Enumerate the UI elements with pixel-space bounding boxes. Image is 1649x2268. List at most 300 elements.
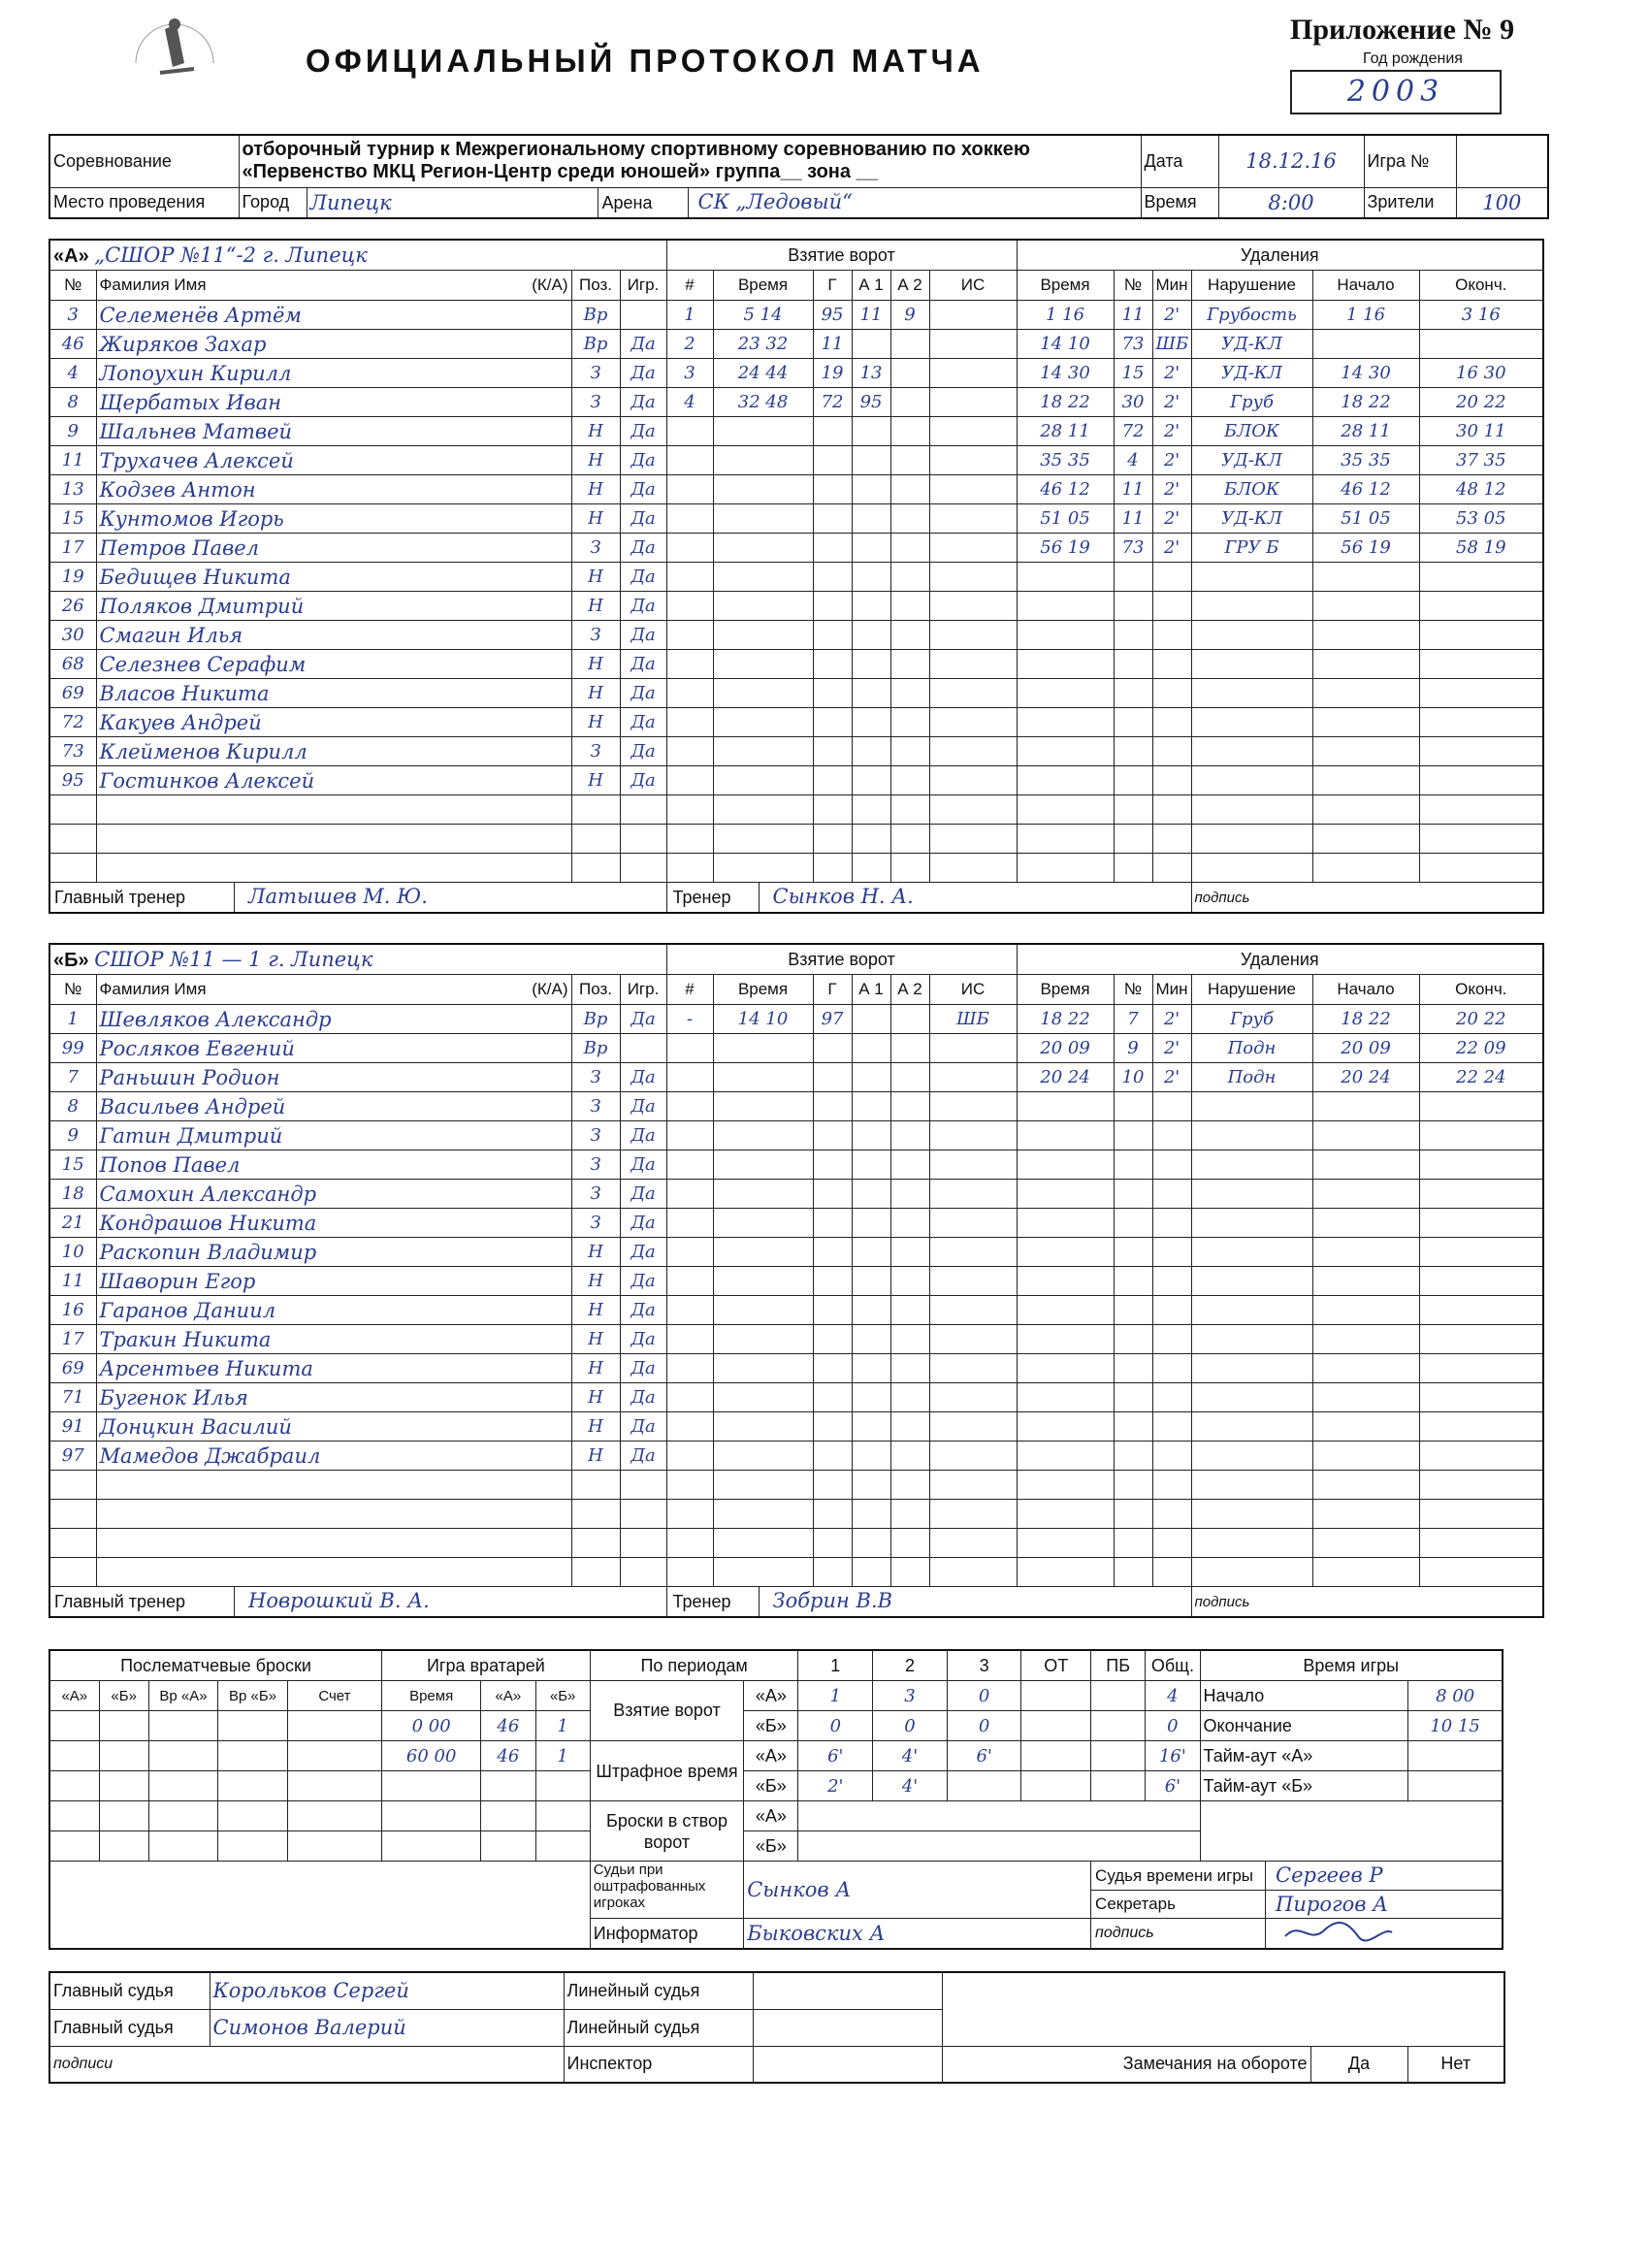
team-b-row xyxy=(49,1383,1543,1412)
player-played: Да xyxy=(620,1238,666,1267)
goal-assist1 xyxy=(852,679,890,708)
player-no xyxy=(49,795,96,825)
goal-is xyxy=(929,1500,1017,1529)
penalty-end: 22 09 xyxy=(1419,1034,1543,1063)
timeout-a-label: Тайм-аут «А» xyxy=(1200,1741,1408,1771)
birth-year-value: 2003 xyxy=(1346,75,1445,109)
team-a-row xyxy=(49,592,1543,621)
goal-is xyxy=(929,1121,1017,1150)
pim-b-ot xyxy=(1021,1771,1091,1801)
remarks-label: Замечания на обороте xyxy=(942,2046,1310,2083)
penalty-player: 73 xyxy=(1114,534,1152,563)
penalty-time xyxy=(1017,1354,1114,1383)
goal-scorer xyxy=(813,1121,852,1150)
penalty-end xyxy=(1419,1121,1543,1150)
player-no: 8 xyxy=(49,1092,96,1121)
player-pos: З xyxy=(571,1063,620,1092)
goal-num xyxy=(666,1238,713,1267)
col-assist1: А 1 xyxy=(852,271,890,301)
penalty-end xyxy=(1419,1383,1543,1412)
goal-time xyxy=(713,1296,813,1325)
player-played xyxy=(620,795,666,825)
player-played xyxy=(620,1558,666,1587)
penalty-end: 30 11 xyxy=(1419,417,1543,446)
goal-assist1 xyxy=(852,1180,890,1209)
penalty-violation xyxy=(1191,1442,1312,1471)
goal-num xyxy=(666,1325,713,1354)
goal-assist2 xyxy=(890,504,929,534)
player-no xyxy=(49,1529,96,1558)
penalty-violation xyxy=(1191,1383,1312,1412)
player-pos: Н xyxy=(571,766,620,795)
penalty-start xyxy=(1312,766,1419,795)
goal-scorer: 19 xyxy=(813,359,852,388)
player-name: Жиряков Захар xyxy=(96,330,571,359)
goal-scorer xyxy=(813,1180,852,1209)
penalty-player xyxy=(1114,679,1152,708)
goal-assist1 xyxy=(852,1150,890,1180)
shots-a-label: «А» xyxy=(744,1801,798,1831)
periods-title: По периодам xyxy=(590,1650,798,1681)
date-label: Дата xyxy=(1141,135,1218,187)
penalty-end xyxy=(1419,1238,1543,1267)
player-name: Бедищев Никита xyxy=(96,563,571,592)
player-name: Трухачев Алексей xyxy=(96,446,571,475)
penalty-end: 22 24 xyxy=(1419,1063,1543,1092)
goals-b-p3: 0 xyxy=(947,1711,1021,1741)
penalty-min xyxy=(1152,854,1191,883)
penalty-time xyxy=(1017,1238,1114,1267)
col-name: Фамилия Имя (К/А) xyxy=(96,271,571,301)
player-played: Да xyxy=(620,1354,666,1383)
venue-label: Место проведения xyxy=(49,187,239,218)
arena-label: Арена xyxy=(598,188,689,217)
time-value: 8:00 xyxy=(1218,187,1364,218)
shootout-col-score: Счет xyxy=(287,1681,381,1711)
player-played: Да xyxy=(620,1005,666,1034)
penalty-min xyxy=(1152,1500,1191,1529)
goal-is xyxy=(929,1325,1017,1354)
pim-b-pb xyxy=(1091,1771,1146,1801)
penalty-violation xyxy=(1191,708,1312,737)
goal-scorer xyxy=(813,1296,852,1325)
goal-time xyxy=(713,825,813,854)
competition-text: отборочный турнир к Межрегиональному спортивному соревнованию по хоккею «Первенство МКЦ Регион-Центр среди юношей» группа__ зона __ xyxy=(239,135,1141,187)
penalty-player xyxy=(1114,1354,1152,1383)
goal-time xyxy=(713,1529,813,1558)
penalty-violation xyxy=(1191,1558,1312,1587)
penalty-min xyxy=(1152,1296,1191,1325)
penalty-start: 18 22 xyxy=(1312,1005,1419,1034)
goal-num: 4 xyxy=(666,388,713,417)
player-no xyxy=(49,854,96,883)
player-no: 18 xyxy=(49,1180,96,1209)
goal-assist1 xyxy=(852,475,890,504)
penalty-start xyxy=(1312,621,1419,650)
goal-is xyxy=(929,1150,1017,1180)
col-goal-is: ИС xyxy=(929,975,1017,1005)
penalty-violation: БЛОК xyxy=(1191,417,1312,446)
penalty-player xyxy=(1114,854,1152,883)
penalty-violation xyxy=(1191,854,1312,883)
player-name: Тракин Никита xyxy=(96,1325,571,1354)
player-name: Смагин Илья xyxy=(96,621,571,650)
goal-scorer xyxy=(813,1325,852,1354)
penalty-min: 2' xyxy=(1152,504,1191,534)
player-pos: Н xyxy=(571,1267,620,1296)
goal-assist1 xyxy=(852,825,890,854)
goal-is xyxy=(929,301,1017,330)
goal-time xyxy=(713,446,813,475)
player-pos xyxy=(571,1471,620,1500)
player-no: 10 xyxy=(49,1238,96,1267)
penalty-player xyxy=(1114,795,1152,825)
penalty-player xyxy=(1114,1325,1152,1354)
penalty-min xyxy=(1152,650,1191,679)
team-b-row xyxy=(49,1063,1543,1092)
penalty-end xyxy=(1419,679,1543,708)
goalies-col-time: Время xyxy=(382,1681,481,1711)
penalty-time xyxy=(1017,1092,1114,1121)
penalty-player: 11 xyxy=(1114,475,1152,504)
player-pos: Н xyxy=(571,1296,620,1325)
player-no: 95 xyxy=(49,766,96,795)
penalty-end xyxy=(1419,1354,1543,1383)
date-value: 18.12.16 xyxy=(1218,135,1364,187)
goal-num xyxy=(666,1471,713,1500)
goal-num: - xyxy=(666,1005,713,1034)
goal-assist1 xyxy=(852,795,890,825)
spectators-value: 100 xyxy=(1456,187,1548,218)
player-pos: З xyxy=(571,621,620,650)
goal-assist2 xyxy=(890,330,929,359)
player-played: Да xyxy=(620,417,666,446)
goal-assist2 xyxy=(890,1092,929,1121)
goal-is xyxy=(929,854,1017,883)
team-a-head-coach: Латышев М. Ю. xyxy=(248,885,428,908)
goal-assist1 xyxy=(852,1325,890,1354)
goal-scorer xyxy=(813,1500,852,1529)
penalty-violation xyxy=(1191,1238,1312,1267)
penalty-violation xyxy=(1191,766,1312,795)
goal-assist2 xyxy=(890,1558,929,1587)
penalty-time xyxy=(1017,1325,1114,1354)
game-no-label: Игра № xyxy=(1364,135,1456,187)
goal-num xyxy=(666,1267,713,1296)
penalty-player xyxy=(1114,1412,1152,1442)
player-played: Да xyxy=(620,592,666,621)
goalie-b: 1 xyxy=(535,1711,590,1741)
penalty-start xyxy=(1312,1500,1419,1529)
appendix-label: Приложение № 9 xyxy=(1290,14,1515,46)
pim-a-ot xyxy=(1021,1741,1091,1771)
start-label: Начало xyxy=(1200,1681,1408,1711)
col-assist2: А 2 xyxy=(890,271,929,301)
goal-time xyxy=(713,1471,813,1500)
player-no: 21 xyxy=(49,1209,96,1238)
team-a-row xyxy=(49,650,1543,679)
player-pos: Н xyxy=(571,1325,620,1354)
goal-assist1 xyxy=(852,1558,890,1587)
goal-assist2 xyxy=(890,1500,929,1529)
team-b-label: «Б» xyxy=(53,949,89,971)
goal-time xyxy=(713,1354,813,1383)
penalty-start: 35 35 xyxy=(1312,446,1419,475)
team-b-signature-label: подпись xyxy=(1191,1587,1543,1618)
goal-is xyxy=(929,1267,1017,1296)
penalty-start xyxy=(1312,1383,1419,1412)
referee2-label: Главный судья xyxy=(49,2009,210,2046)
col-goal-time: Время xyxy=(713,975,813,1005)
goal-scorer xyxy=(813,1267,852,1296)
penalty-time: 28 11 xyxy=(1017,417,1114,446)
penalty-time xyxy=(1017,1267,1114,1296)
col-pen-no: № xyxy=(1114,271,1152,301)
goals-a-ot xyxy=(1021,1681,1091,1711)
player-pos xyxy=(571,825,620,854)
penalty-player xyxy=(1114,708,1152,737)
goal-assist1 xyxy=(852,1442,890,1471)
player-played: Да xyxy=(620,1383,666,1412)
penalty-min xyxy=(1152,737,1191,766)
penalty-min xyxy=(1152,1238,1191,1267)
penalty-min: 2' xyxy=(1152,475,1191,504)
goal-scorer xyxy=(813,1354,852,1383)
player-no: 11 xyxy=(49,1267,96,1296)
goal-assist1 xyxy=(852,534,890,563)
penalty-end xyxy=(1419,592,1543,621)
team-b-row xyxy=(49,1412,1543,1442)
goal-scorer xyxy=(813,679,852,708)
goals-b-p2: 0 xyxy=(873,1711,948,1741)
team-b-row xyxy=(49,1238,1543,1267)
player-name xyxy=(96,1529,571,1558)
goal-is xyxy=(929,592,1017,621)
goal-scorer xyxy=(813,1442,852,1471)
penalty-end: 20 22 xyxy=(1419,388,1543,417)
goal-assist2 xyxy=(890,621,929,650)
summary-table xyxy=(48,1649,1504,1950)
page-title: ОФИЦИАЛЬНЫЙ ПРОТОКОЛ МАТЧА xyxy=(306,43,985,79)
penalty-player xyxy=(1114,1471,1152,1500)
goal-num xyxy=(666,1209,713,1238)
goal-assist2 xyxy=(890,708,929,737)
pim-b-label: «Б» xyxy=(744,1771,798,1801)
team-b-row xyxy=(49,1558,1543,1587)
team-b-row xyxy=(49,1267,1543,1296)
pim-b-p1: 2' xyxy=(798,1771,873,1801)
goal-time xyxy=(713,504,813,534)
goal-assist2 xyxy=(890,1238,929,1267)
penalty-player xyxy=(1114,650,1152,679)
goal-assist2 xyxy=(890,1354,929,1383)
goal-scorer xyxy=(813,1383,852,1412)
team-b-head-coach-label: Главный тренер xyxy=(50,1587,235,1616)
penalty-violation: Грубость xyxy=(1191,301,1312,330)
goal-assist2 xyxy=(890,1034,929,1063)
goal-assist1 xyxy=(852,1063,890,1092)
col-pen-violation: Нарушение xyxy=(1191,271,1312,301)
penalty-min: 2' xyxy=(1152,359,1191,388)
team-b-row xyxy=(49,1005,1543,1034)
goal-assist1 xyxy=(852,1121,890,1150)
goal-scorer xyxy=(813,854,852,883)
penalty-time: 46 12 xyxy=(1017,475,1114,504)
player-pos: Н xyxy=(571,679,620,708)
penalty-violation: ГРУ Б xyxy=(1191,534,1312,563)
col-goal-scorer: Г xyxy=(813,271,852,301)
goal-assist1 xyxy=(852,1412,890,1442)
player-name xyxy=(96,1471,571,1500)
goal-time: 23 32 xyxy=(713,330,813,359)
linesman1-label: Линейный судья xyxy=(564,1972,753,2009)
period-pb-header: ПБ xyxy=(1091,1650,1146,1681)
penalty-start xyxy=(1312,563,1419,592)
col-name: Фамилия Имя (К/А) xyxy=(96,975,571,1005)
penalty-min: 2' xyxy=(1152,1063,1191,1092)
goals-a-p3: 0 xyxy=(947,1681,1021,1711)
timekeeper-label: Судья времени игры xyxy=(1091,1862,1266,1890)
goal-num xyxy=(666,1150,713,1180)
player-name xyxy=(96,854,571,883)
penalty-violation xyxy=(1191,1092,1312,1121)
team-b-penalties-title: Удаления xyxy=(1017,944,1543,975)
penalty-time xyxy=(1017,679,1114,708)
goal-num xyxy=(666,621,713,650)
team-b-coach-label: Тренер xyxy=(667,1587,760,1616)
goal-assist1 xyxy=(852,1500,890,1529)
player-pos: Н xyxy=(571,708,620,737)
player-name: Кондрашов Никита xyxy=(96,1209,571,1238)
penalty-min: 2' xyxy=(1152,301,1191,330)
penalty-time xyxy=(1017,592,1114,621)
player-no: 7 xyxy=(49,1063,96,1092)
team-b-row xyxy=(49,1442,1543,1471)
player-name: Щербатых Иван xyxy=(96,388,571,417)
player-name: Гаранов Даниил xyxy=(96,1296,571,1325)
goal-scorer xyxy=(813,446,852,475)
city-label: Город xyxy=(239,187,307,218)
goalie-change-time: 0 00 xyxy=(382,1711,481,1741)
referee2-value: Симонов Валерий xyxy=(210,2009,564,2046)
penalty-player: 7 xyxy=(1114,1005,1152,1034)
player-pos: З xyxy=(571,1092,620,1121)
player-no xyxy=(49,1558,96,1587)
penalty-time: 14 30 xyxy=(1017,359,1114,388)
team-b-goals-title: Взятие ворот xyxy=(666,944,1017,975)
goal-assist1 xyxy=(852,1296,890,1325)
player-name: Какуев Андрей xyxy=(96,708,571,737)
time-label: Время xyxy=(1141,187,1218,218)
remarks-no[interactable]: Нет xyxy=(1407,2046,1504,2083)
player-played: Да xyxy=(620,1180,666,1209)
penalty-min xyxy=(1152,1121,1191,1150)
goal-time xyxy=(713,1558,813,1587)
timekeeper-value: Сергеев Р xyxy=(1276,1863,1383,1887)
team-a-row xyxy=(49,534,1543,563)
goal-assist1 xyxy=(852,737,890,766)
player-played xyxy=(620,825,666,854)
penalty-end xyxy=(1419,1558,1543,1587)
goal-assist1 xyxy=(852,650,890,679)
goal-assist2 xyxy=(890,1267,929,1296)
goal-is xyxy=(929,679,1017,708)
col-pen-end: Оконч. xyxy=(1419,975,1543,1005)
penalty-violation xyxy=(1191,1529,1312,1558)
spectators-label: Зрители xyxy=(1364,187,1456,218)
goal-assist2 xyxy=(890,417,929,446)
goals-a-pb xyxy=(1091,1681,1146,1711)
player-name: Гатин Дмитрий xyxy=(96,1121,571,1150)
goal-num xyxy=(666,650,713,679)
goal-assist1 xyxy=(852,1471,890,1500)
goal-is xyxy=(929,330,1017,359)
penalty-start: 20 09 xyxy=(1312,1034,1419,1063)
pim-a-p1: 6' xyxy=(798,1741,873,1771)
penalty-min xyxy=(1152,1267,1191,1296)
goal-num xyxy=(666,534,713,563)
remarks-yes[interactable]: Да xyxy=(1310,2046,1407,2083)
penalty-start xyxy=(1312,1296,1419,1325)
goal-is xyxy=(929,1034,1017,1063)
goal-is xyxy=(929,795,1017,825)
goal-scorer xyxy=(813,475,852,504)
goal-scorer xyxy=(813,504,852,534)
player-played: Да xyxy=(620,1150,666,1180)
secretary-value: Пирогов А xyxy=(1276,1893,1389,1916)
goal-num xyxy=(666,1034,713,1063)
player-name: Поляков Дмитрий xyxy=(96,592,571,621)
goal-scorer xyxy=(813,795,852,825)
player-played xyxy=(620,854,666,883)
goalies-col-b: «Б» xyxy=(535,1681,590,1711)
goal-assist2 xyxy=(890,679,929,708)
player-pos: З xyxy=(571,1209,620,1238)
penalty-end xyxy=(1419,330,1543,359)
goal-time: 5 14 xyxy=(713,301,813,330)
goal-assist2 xyxy=(890,795,929,825)
goal-scorer: 95 xyxy=(813,301,852,330)
penalty-end xyxy=(1419,1325,1543,1354)
player-played: Да xyxy=(620,1209,666,1238)
penalty-player: 72 xyxy=(1114,417,1152,446)
player-played xyxy=(620,1034,666,1063)
inspector-label: Инспектор xyxy=(564,2046,753,2083)
goal-num xyxy=(666,679,713,708)
goal-assist1 xyxy=(852,1005,890,1034)
player-no: 71 xyxy=(49,1383,96,1412)
team-a-row xyxy=(49,766,1543,795)
penalty-min: 2' xyxy=(1152,534,1191,563)
goal-time xyxy=(713,592,813,621)
player-name: Селезнев Серафим xyxy=(96,650,571,679)
penalty-end: 16 30 xyxy=(1419,359,1543,388)
goal-num xyxy=(666,1383,713,1412)
player-played: Да xyxy=(620,1267,666,1296)
period-3-header: 3 xyxy=(947,1650,1021,1681)
goal-time xyxy=(713,1238,813,1267)
goal-assist1 xyxy=(852,592,890,621)
goal-time xyxy=(713,1063,813,1092)
col-goal-time: Время xyxy=(713,271,813,301)
player-pos: З xyxy=(571,1180,620,1209)
goals-b-total: 0 xyxy=(1146,1711,1200,1741)
penalty-end xyxy=(1419,1267,1543,1296)
pim-a-p2: 4' xyxy=(873,1741,948,1771)
pim-a-label: «А» xyxy=(744,1741,798,1771)
goal-num xyxy=(666,825,713,854)
penalty-time xyxy=(1017,1209,1114,1238)
